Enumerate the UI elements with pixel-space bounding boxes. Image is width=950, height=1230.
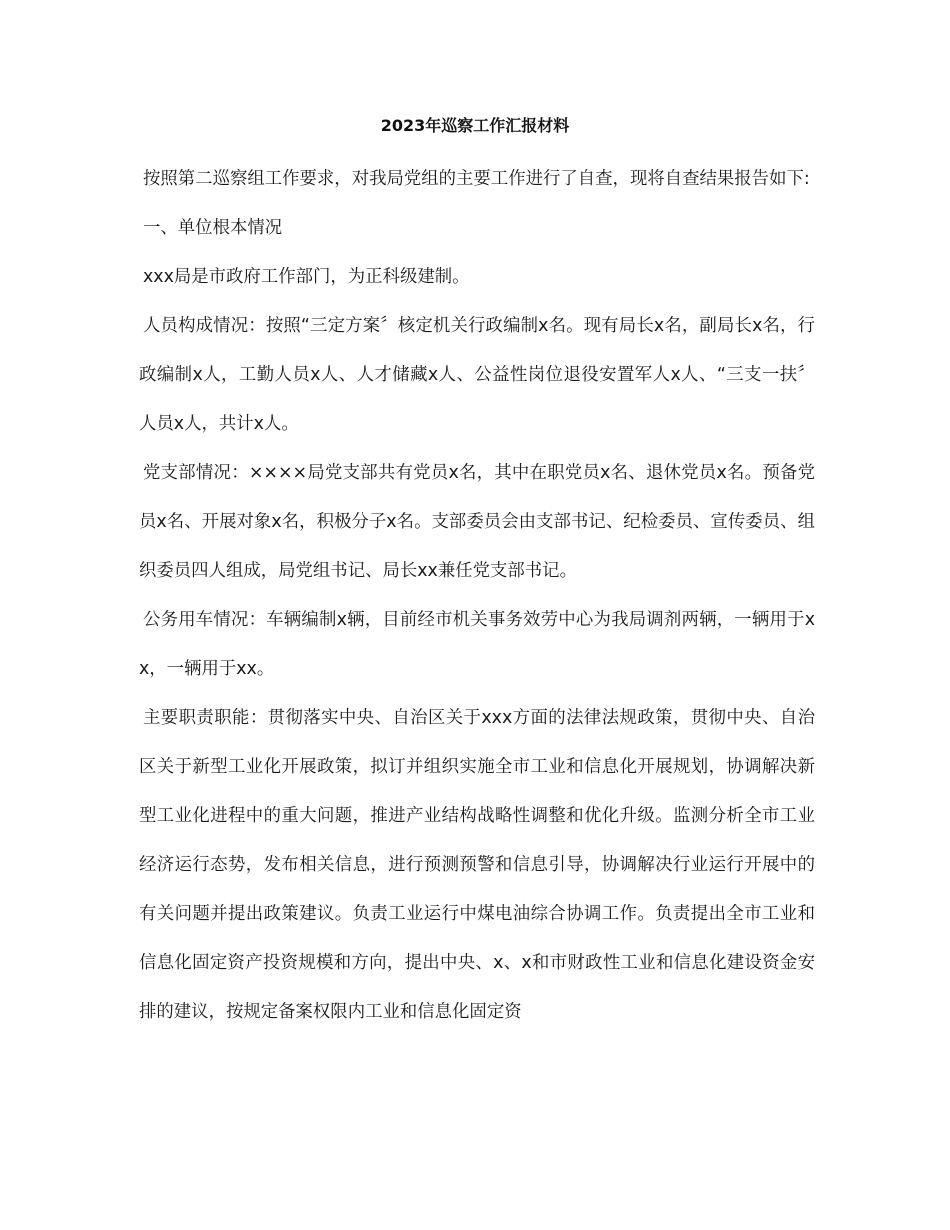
document-body <box>139 155 815 1037</box>
section-heading-basic-info: 一、单位根本情况 <box>143 218 283 238</box>
paragraph-main-duties: 主要职责职能：贯彻落实中央、自治区关于xxx方面的法律法规政策，贯彻中央、自治区关于新型工业化开展政策，拟订并组织实施全市工业和信息化开展规划，协调解决新型工业化进程中的重大问题，推进产业结构战略性调整和优化升级。监测分析全市工业经济运行态势，发布相关信息，进行预测预警和信息引导，协调解决行业运行开展中的有关问题并提出政策建议。负责工业运行中煤电油综合协调工作。负责提出全市工业和信息化固定资产投资规模和方向，提出中央、x、x和市财政性工业和信息化建设资金安排的建议，按规定备案权限内工业和信息化固定资 <box>139 708 815 1022</box>
paragraph-official-vehicles: 公务用车情况：车辆编制x辆，目前经市机关事务效劳中心为我局调剂两辆，一辆用于xx，一辆用于xx。 <box>139 610 815 679</box>
paragraph-staffing: 人员构成情况：按照“三定方案〞核定机关行政编制x名。现有局长x名，副局长x名，行政编制x人，工勤人员x人、人才储藏x人、公益性岗位退役安置军人x人、“三支一扶〞人员x人，共计x人。 <box>139 316 815 434</box>
paragraph-intro: 按照第二巡察组工作要求，对我局党组的主要工作进行了自查，现将自查结果报告如下: <box>143 169 810 189</box>
paragraph-unit-overview: xxx局是市政府工作部门，为正科级建制。 <box>143 267 470 287</box>
document-title: 2023年巡察工作汇报材料 <box>380 116 570 135</box>
paragraph-party-branch: 党支部情况：××××局党支部共有党员x名，其中在职党员x名、退休党员x名。预备党员x名、开展对象x名，积极分子x名。支部委员会由支部书记、纪检委员、宣传委员、组织委员四人组成，局党组书记、局长xx兼任党支部书记。 <box>139 463 815 581</box>
